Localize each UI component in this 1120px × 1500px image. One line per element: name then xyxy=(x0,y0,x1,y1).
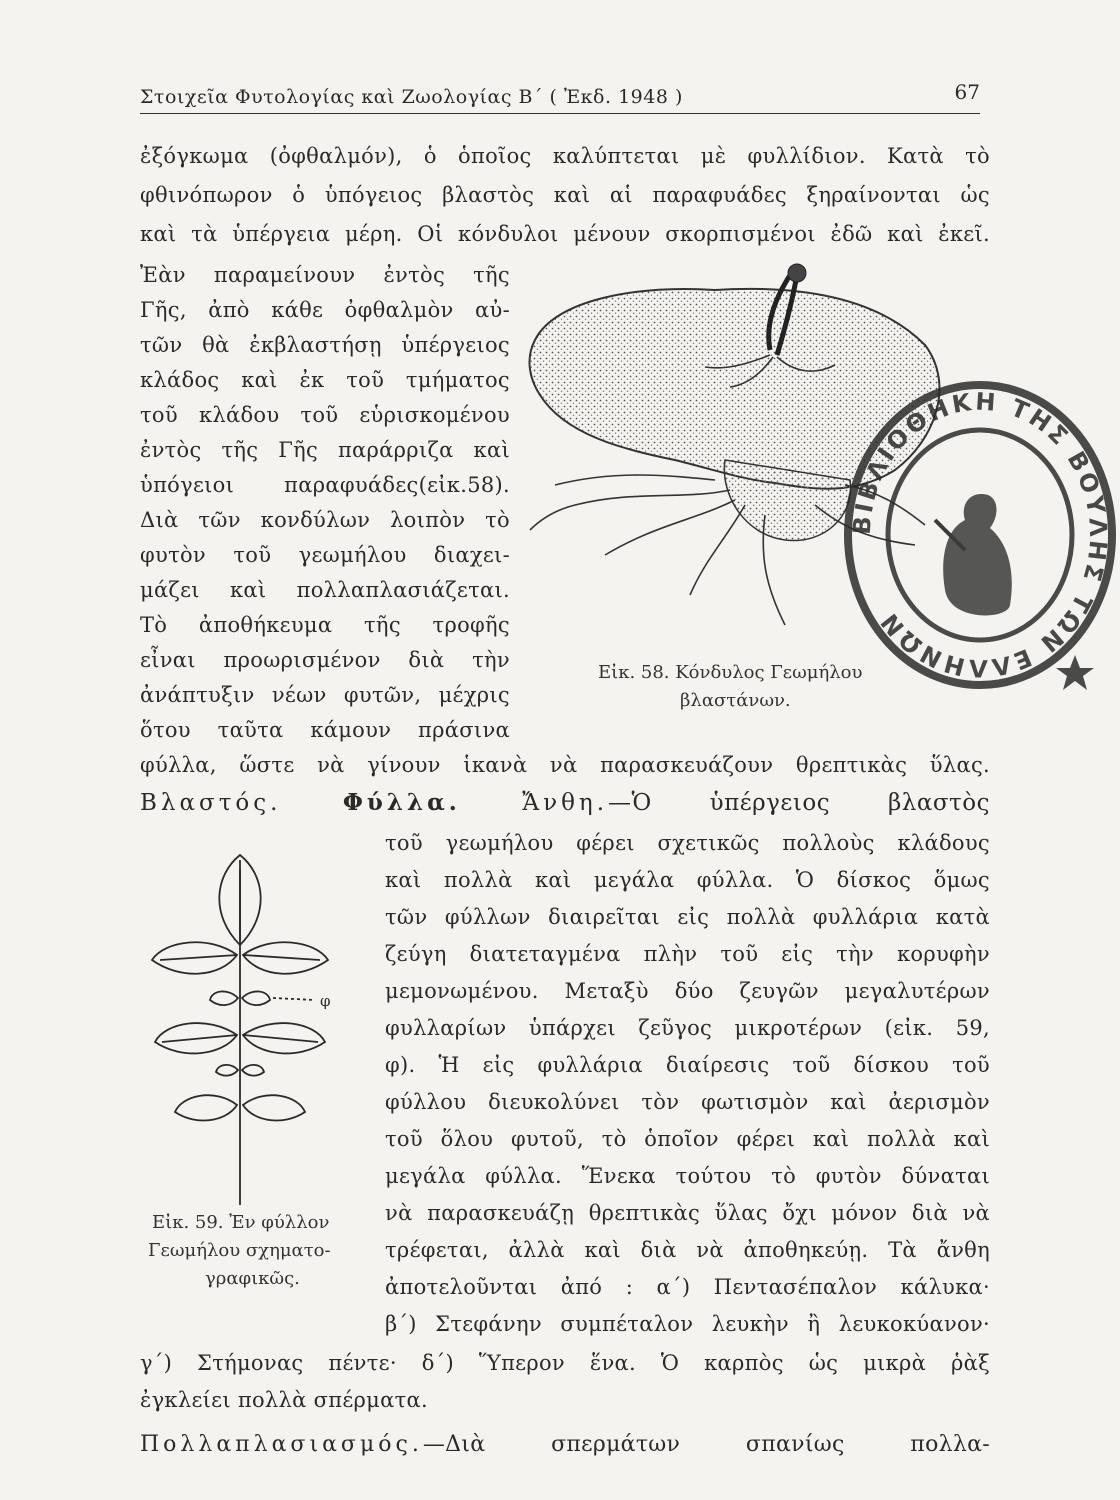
closing-line: γ΄) Στήμονας πέντε· δ΄) Ὕπερον ἕνα. Ὁ καρπὸς ὡς μικρὰ ῥὰξ xyxy=(140,1351,990,1375)
page-number: 67 xyxy=(954,80,980,104)
left-column-line: Ἐὰν παραμείνουν ἐντὸς τῆς xyxy=(140,263,510,287)
fig58-caption-line1: Εἰκ. 58. Κόνδυλος Γεωμήλου xyxy=(598,662,863,683)
intro-line: καὶ τὰ ὑπέργεια μέρη. Οἱ κόνδυλοι μένουν σκορπισμένοι ἐδῶ καὶ ἐκεῖ. xyxy=(140,222,990,246)
running-header xyxy=(140,80,980,120)
right-column-line: μεγάλα φύλλα. Ἕνεκα τούτου τὸ φυτὸν δύναται xyxy=(385,1164,990,1188)
right-column-line: ἀποτελοῦνται ἀπό : α΄) Πεντασέπαλον κάλυκα· xyxy=(385,1275,990,1299)
right-column-line: β΄) Στεφάνην συμπέταλον λευκὴν ἢ λευκοκύανον· xyxy=(385,1312,990,1336)
continuation-line: φύλλα, ὥστε νὰ γίνουν ἱκανὰ νὰ παρασκευάζουν θρεπτικὰς ὕλας. xyxy=(140,753,990,777)
left-column-line: τῶν θὰ ἐκβλαστήσῃ ὑπέργειος xyxy=(140,333,510,357)
fig59-caption-line2: Γεωμήλου σχηματο- xyxy=(148,1240,331,1261)
heading-rest: —Ὁ ὑπέργειος βλαστὸς xyxy=(608,790,991,816)
final-heading xyxy=(140,1432,990,1458)
heading-flowers: Ἄνθη. xyxy=(522,790,609,816)
left-column-line: ἐντὸς τῆς Γῆς παράρριζα καὶ xyxy=(140,438,510,462)
header-title: Στοιχεῖα Φυτολογίας καὶ Ζωολογίας Β΄ ( Ἐκδ. 1948 ) xyxy=(140,86,683,108)
stamp-ring-text: ΒΙΒΛΙΟΘΗΚΗ ΤΗΣ ΒΟΥΛΗΣ ΤΩΝ ΕΛΛΗΝΩΝ xyxy=(847,387,1113,683)
left-column-line: μάζει καὶ πολλαπλασιάζεται. xyxy=(140,578,510,602)
left-column-line: εἶναι προωρισμένον διὰ τὴν xyxy=(140,648,510,672)
right-column-line: μεμονωμένου. Μεταξὺ δύο ζευγῶν μεγαλυτέρων xyxy=(385,979,990,1003)
right-column-line: ζεύγη διατεταγμένα πλὴν τοῦ εἰς τὴν κορυφὴν xyxy=(385,942,990,966)
compound-leaf-illustration xyxy=(140,830,360,1210)
right-column-line: τρέφεται, ἀλλὰ καὶ διὰ νὰ ἀποθηκεύῃ. Τὰ ἄνθη xyxy=(385,1238,990,1262)
left-column-line: φυτὸν τοῦ γεωμήλου διαχει- xyxy=(140,543,510,567)
left-column-line: τοῦ κλάδου τοῦ εὑρισκομένου xyxy=(140,403,510,427)
left-column-line: Γῆς, ἀπὸ κάθε ὀφθαλμὸν αὐ- xyxy=(140,298,510,322)
right-column-line: φύλλου διευκολύνει τὸν φωτισμὸν καὶ ἀερισμὸν xyxy=(385,1090,990,1114)
fig59-label: φ xyxy=(320,992,331,1010)
final-heading-rest: —Διὰ σπερμάτων σπανίως πολλα- xyxy=(422,1432,990,1457)
closing-line: ἐγκλείει πολλὰ σπέρματα. xyxy=(140,1388,428,1412)
left-column-line: Τὸ ἀποθήκευμα τῆς τροφῆς xyxy=(140,613,510,637)
header-rule xyxy=(140,113,980,114)
library-stamp xyxy=(840,360,1120,710)
right-column-line: τῶν φύλλων διαιρεῖται εἰς πολλὰ φυλλάρια κατὰ xyxy=(385,905,990,929)
fig58-caption-line2: βλαστάνων. xyxy=(680,690,791,711)
right-column-line: νὰ παρασκευάζῃ θρεπτικὰς ὕλας ὄχι μόνον διὰ νὰ xyxy=(385,1201,990,1225)
left-column-line: κλάδος καὶ ἐκ τοῦ τμήματος xyxy=(140,368,510,392)
heading-stem: Βλαστός. xyxy=(140,790,282,816)
intro-line: ἐξόγκωμα (ὀφθαλμόν), ὁ ὁποῖος καλύπτεται μὲ φυλλίδιον. Κατὰ τὸ xyxy=(140,144,990,168)
section-heading xyxy=(140,790,990,816)
final-heading-word: Πολλαπλασιασμός. xyxy=(140,1432,423,1457)
left-column-line: ὑπόγειοι παραφυάδες(εἰκ.58). xyxy=(140,473,510,497)
right-column-line: τοῦ γεωμήλου φέρει σχετικῶς πολλοὺς κλάδους xyxy=(385,831,990,855)
left-column-line: ὅτου ταῦτα κάμουν πράσινα xyxy=(140,718,510,742)
fig59-caption-line1: Εἰκ. 59. Ἐν φύλλον xyxy=(152,1212,330,1233)
left-column-line: Διὰ τῶν κονδύλων λοιπὸν τὸ xyxy=(140,508,510,532)
right-column-line: καὶ πολλὰ καὶ μεγάλα φύλλα. Ὁ δίσκος ὅμως xyxy=(385,868,990,892)
right-column-line: φ). Ἡ εἰς φυλλάρια διαίρεσις τοῦ δίσκου τοῦ xyxy=(385,1053,990,1077)
star-icon xyxy=(1056,655,1094,690)
intro-line: φθινόπωρον ὁ ὑπόγειος βλαστὸς καὶ αἱ παραφυάδες ξηραίνονται ὡς xyxy=(140,183,990,207)
right-column-line: τοῦ ὅλου φυτοῦ, τὸ ὁποῖον φέρει καὶ πολλὰ καὶ xyxy=(385,1127,990,1151)
fig59-caption-line3: γραφικῶς. xyxy=(205,1268,300,1289)
heading-leaves: Φύλλα. xyxy=(342,789,461,816)
left-column-line: ἀνάπτυξιν νέων φυτῶν, μέχρις xyxy=(140,683,510,707)
right-column-line: φυλλαρίων ὑπάρχει ζεῦγος μικροτέρων (εἰκ. 59, xyxy=(385,1016,990,1040)
